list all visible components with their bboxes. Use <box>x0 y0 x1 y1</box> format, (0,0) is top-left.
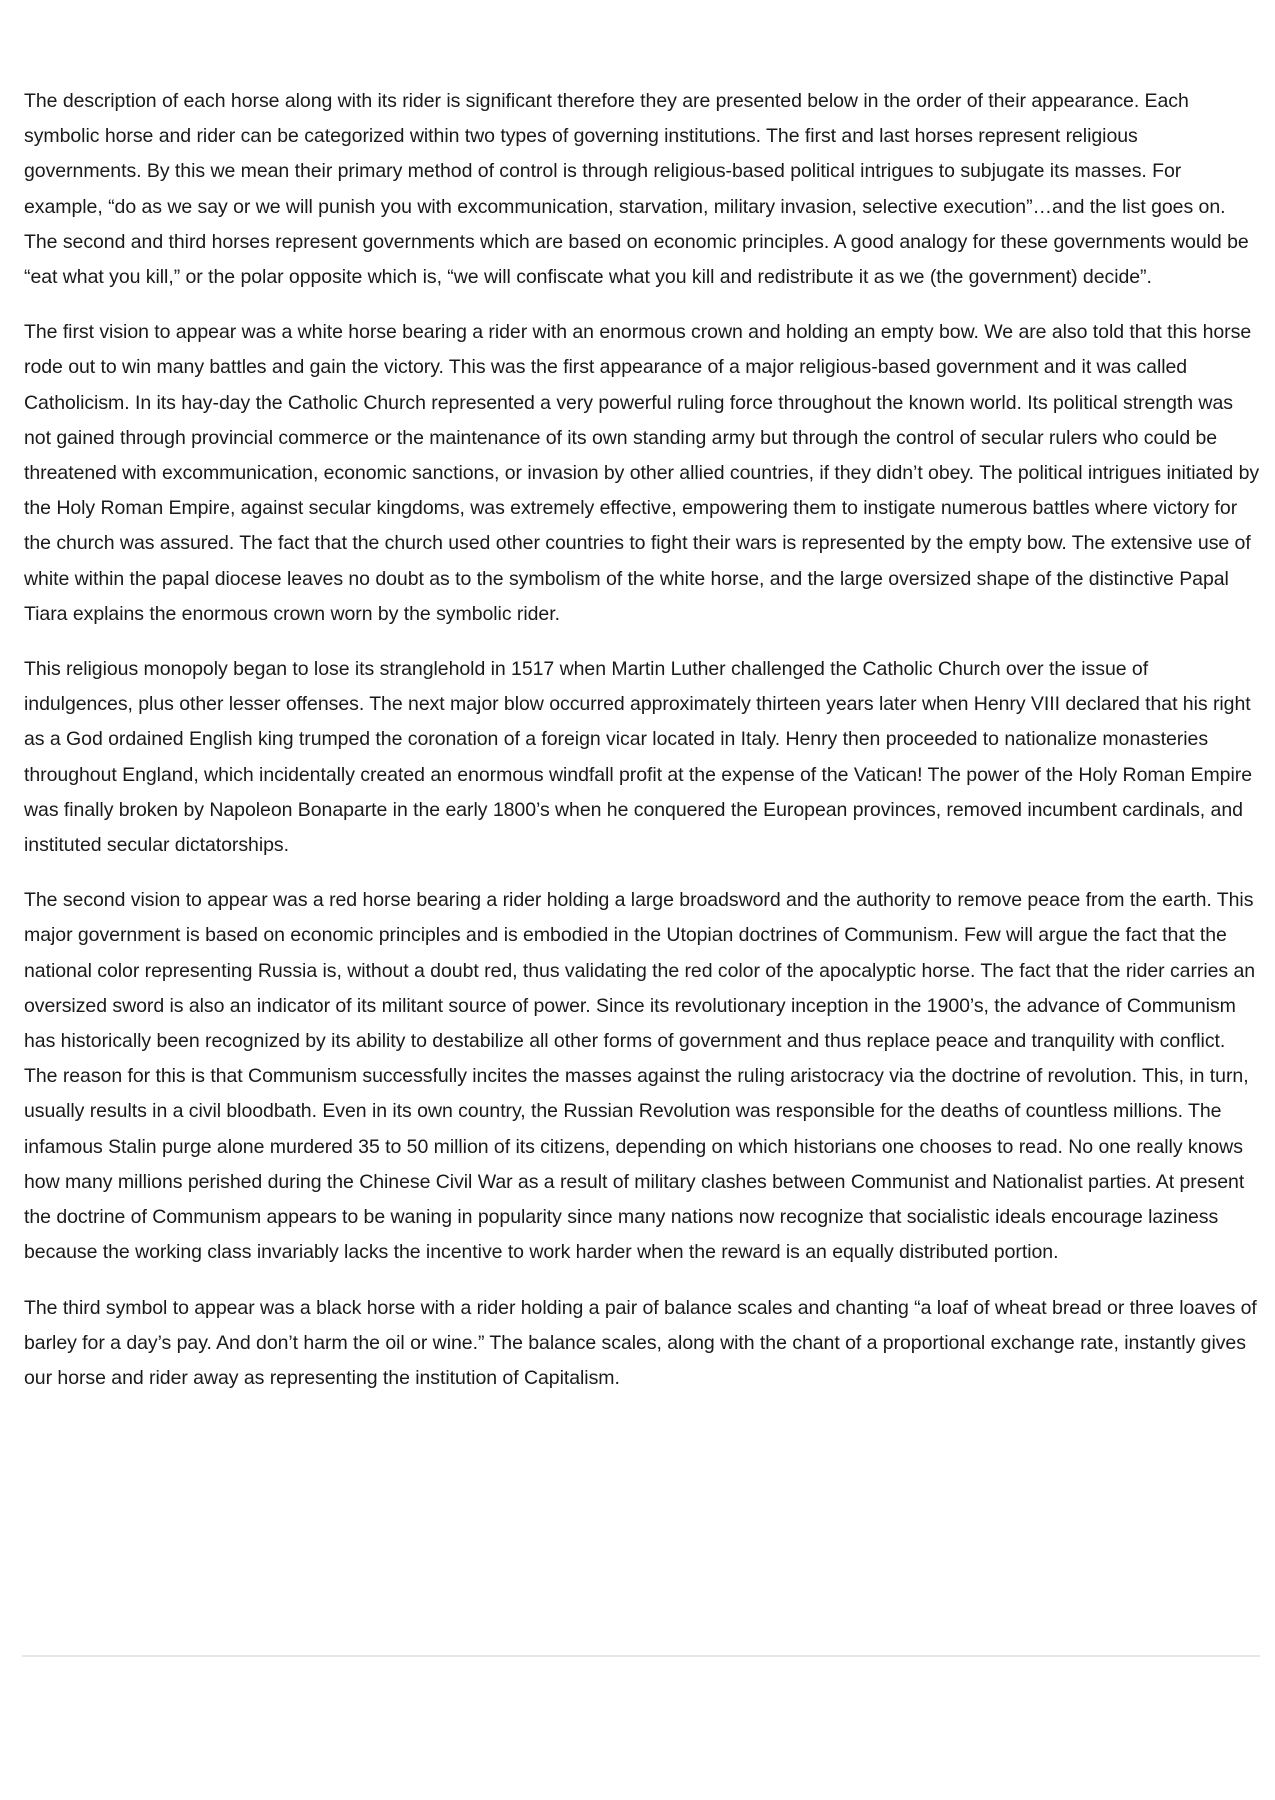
paragraph-red-horse: The second vision to appear was a red horse bearing a rider holding a large broadsword and the authority to remove peace from the earth. This major government is based on economic principles and is embodied in the Utopian doctrines of Communism. Few will argue the fact that the national color representing Russia is, without a doubt red, thus validating the red color of the apocalyptic horse. The fact that the rider carries an oversized sword is also an indicator of its militant source of power. Since its revolutionary inception in the 1900’s, the advance of Communism has historically been recognized by its ability to destabilize all other forms of government and thus replace peace and tranquility with conflict. The reason for this is that Communism successfully incites the masses against the ruling aristocracy via the doctrine of revolution. This, in turn, usually results in a civil bloodbath. Even in its own country, the Russian Revolution was responsible for the deaths of countless millions. The infamous Stalin purge alone murdered 35 to 50 million of its citizens, depending on which historians one chooses to read. No one really knows how many millions perished during the Chinese Civil War as a result of military clashes between Communist and Nationalist parties. At present the doctrine of Communism appears to be waning in popularity since many nations now recognize that socialistic ideals encourage laziness because the working class invariably lacks the incentive to work harder when the reward is an equally distributed portion. <box>24 889 1256 1264</box>
document-body <box>24 84 1260 1416</box>
paragraph-intro: The description of each horse along with its rider is significant therefore they are presented below in the order of their appearance. Each symbolic horse and rider can be categorized within two types of governing institutions. The first and last horses represent religious governments. By this we mean their primary method of control is through religious-based political intrigues to subjugate its masses. For example, “do as we say or we will punish you with excommunication, starvation, military invasion, selective execution”…and the list goes on. The second and third horses represent governments which are based on economic principles. A good analogy for these governments would be “eat what you kill,” or the polar opposite which is, “we will confiscate what you kill and redistribute it as we (the government) decide”. <box>24 90 1249 289</box>
paragraph-white-horse: The first vision to appear was a white horse bearing a rider with an enormous crown and holding an empty bow. We are also told that this horse rode out to win many battles and gain the victory. This was the first appearance of a major religious-based government and it was called Catholicism. In its hay-day the Catholic Church represented a very powerful ruling force throughout the known world. Its political strength was not gained through provincial commerce or the maintenance of its own standing army but through the control of secular rulers who could be threatened with excommunication, economic sanctions, or invasion by other allied countries, if they didn’t obey. The political intrigues initiated by the Holy Roman Empire, against secular kingdoms, was extremely effective, empowering them to instigate numerous battles where victory for the church was assured. The fact that the church used other countries to fight their wars is represented by the empty bow. The extensive use of white within the papal diocese leaves no doubt as to the symbolism of the white horse, and the large oversized shape of the distinctive Papal Tiara explains the enormous crown worn by the symbolic rider. <box>24 321 1260 625</box>
paragraph-religious-monopoly: This religious monopoly began to lose its stranglehold in 1517 when Martin Luther challenged the Catholic Church over the issue of indulgences, plus other lesser offenses. The next major blow occurred approximately thirteen years later when Henry VIII declared that his right as a God ordained English king trumped the coronation of a foreign vicar located in Italy. Henry then proceeded to nationalize monasteries throughout England, which incidentally created an enormous windfall profit at the expense of the Vatican! The power of the Holy Roman Empire was finally broken by Napoleon Bonaparte in the early 1800’s when he conquered the European provinces, removed incumbent cardinals, and instituted secular dictatorships. <box>24 658 1252 857</box>
page-divider <box>22 1655 1260 1657</box>
paragraph-black-horse: The third symbol to appear was a black horse with a rider holding a pair of balance scales and chanting “a loaf of wheat bread or three loaves of barley for a day’s pay. And don’t harm the oil or wine.” The balance scales, along with the chant of a proportional exchange rate, instantly gives our horse and rider away as representing the institution of Capitalism. <box>24 1296 1257 1389</box>
